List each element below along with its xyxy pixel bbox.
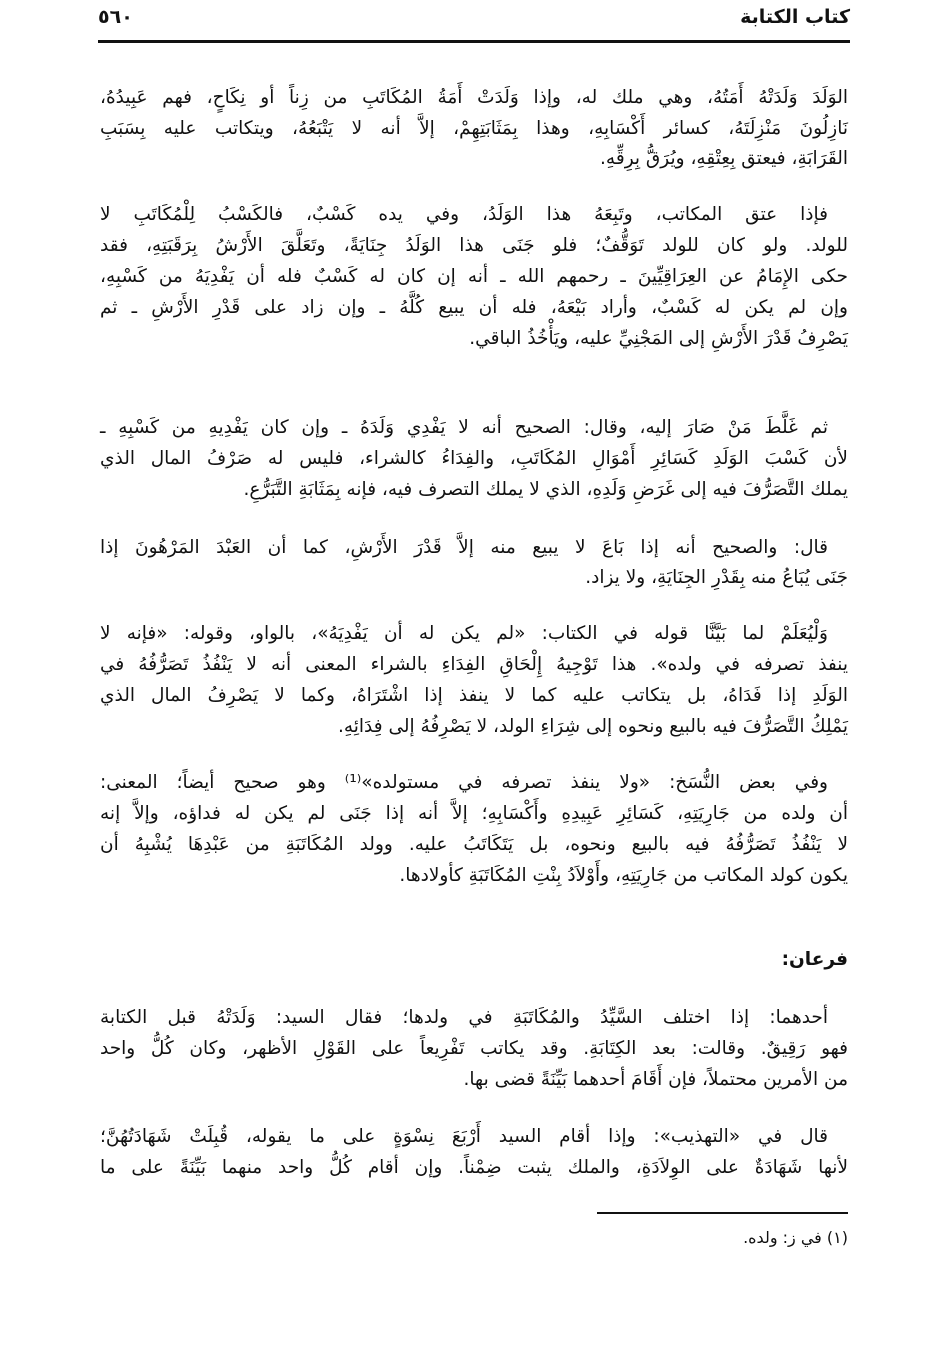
text-line: جَنَى يُبَاعُ منه بِقَدْرِ الجِنَايَةِ، ولا يزاد. [585,567,848,588]
text-line: قال: والصحيح أنه إذا بَاعَ لا يبيع منه إلاَّ قَدْرَ الأَرْشِ، كما أن العَبْدَ المَرْهُونَ إذا [100,537,828,558]
text-line: فإذا عتق المكاتب، وتَبِعَهُ هذا الوَلَدُ، وفي يده كَسْبٌ، فالكَسْبُ لِلْمُكَاتَبِ لا [100,204,828,225]
text-line: نَازِلُونَ مَنْزِلَتَهُ، كسائر أَكْسَابِهِ، وهذا بِمَثَابَتِهِمْ، إلاَّ أنه لا يَتْبَعُهُ، ويتكاتب عليه بِسَبَبِ [100,118,848,139]
text-line: الوَلَدَ وَلَدَتْهُ أَمَتُهُ، وهي ملك له، وإذا وَلَدَتْ أَمَةُ المُكَاتَبِ من زِناً أو نِكَاحٍ، فهم عَبِيدُهُ، [100,87,848,108]
footnote-rule [597,1212,848,1214]
text-line: القَرَابَةِ، فيعتق بِعِتْقِهِ، ويُرَقُّ بِرِقِّهِ. [600,148,848,169]
text-line: يَصْرِفُ قَدْرَ الأَرْشِ إلى المَجْنِيِّ عليه، ويَأْخُذُ الباقي. [469,328,848,349]
text-line: وإن لم يكن له كَسْبٌ، وأراد بَيْعَهُ، فله أن يبيع كُلَّهُ ـ وإن زاد على قَدْرِ الأَرْشِ ـ ثم [100,297,848,318]
text-line: حكى الإِمَامُ عن العِرَاقِيِّينَ ـ رحمهم الله ـ أنه إن كان له كَسْبٌ فله أن يَفْدِيَهُ من كَسْبِهِ، [100,266,848,287]
text-line: ثم غَلَّطَ مَنْ صَارَ إليه، وقال: الصحيح أنه لا يَفْدِي وَلَدَهُ ـ وإن كان يَفْدِيهِ من كَسْبِهِ ـ [100,417,828,438]
text-line: لأن كَسْبَ الوَلَدِ كَسَائِرِ أَمْوَالِ المُكَاتَبِ، والفِدَاءُ كالشراء، فليس له صَرْفُ المال الذي [100,448,848,469]
text-line: يملك التَّصَرُّفَ فيه إلى غَرَضِ وَلَدِهِ، الذي لا يملك التصرف فيه، فإنه بِمَثَابَةِ التَّبَرُّعِ. [243,479,848,500]
text-line: يَمْلِكُ التَّصَرُّفَ فيه بالبيع ونحوه إلى شِرَاءِ الولد، لا يَصْرِفُهُ إلى فِدَائِهِ. [337,716,848,737]
text-line: يكون كولد المكاتب من جَارِيَتِهِ، وأَوْلاَدُ بِنْتِ المُكَاتَبَةِ كأولادها. [399,865,848,886]
text-line: للولد. ولو كان للولد تَوَقُّفٌ؛ فلو جَنَى هذا الوَلَدُ جِنَايَةً، وتَعَلَّقَ الأَرْشُ بِرَقَبَتِهِ، فقد [100,235,848,256]
text-line: لأنها شَهَادَةٌ على الوِلاَدَةِ، والملك يثبت ضِمْناً. وإن أقام كُلُّ واحد منهما بَيِّنَةً على ما [100,1157,848,1178]
text-line: لا يَنْفُذُ تَصَرُّفُهُ فيه بالبيع ونحوه، بل يَتَكَاتَبُ عليه. وولد المُكَاتَبَةِ من عَبْدِهَا يُشْبِهُ أن [100,834,848,855]
text-line: أحدهما: إذا اختلف السَّيِّدُ والمُكَاتَبَةِ في ولدها؛ فقال السيد: وَلَدَتْهُ قبل الكتابة [100,1007,828,1028]
running-title: كتاب الكتابة [740,6,850,28]
text-line: من الأمرين محتملاً، فإن أَقَامَ أحدهما بَيِّنَةً قضى بها. [463,1069,848,1090]
text-line: أن ولده من جَارِيَتِهِ، كَسَائِرِ عَبِيدِهِ وأَكْسَابِهِ؛ إلاَّ أنه إذا جَنَى لم يكن له فداؤه، وإلاَّ إنه [100,803,848,824]
text-line: قال في «التهذيب»: وإذا أقام السيد أَرْبَعَ نِسْوَةٍ على ما يقوله، قُبِلَتْ شَهَادَتُهُنَّ؛ [100,1126,828,1147]
footnote: (١) في ز: ولده. [743,1228,848,1247]
text-line: الوَلَدِ إذا فَدَاهُ، بل يتكاتب عليه كما لا ينفذ إذا اشْتَرَاهُ، وكما لا يَصْرِفُ المال الذي [100,685,848,706]
section-heading: فرعان: [781,949,848,970]
text-line: وفي بعض النُّسَخ: «ولا ينفذ تصرفه في مستولده»⁽¹⁾ وهو صحيح أيضاً؛ المعنى: [100,772,828,793]
text-line: وَلْيُعَلَمْ لما بَيَّنَّا قوله في الكتاب: «لم يكن له أن يَفْدِيَهُ»، بالواو، وقوله: «فإنه لا [100,623,828,644]
page-number: ٥٦٠ [98,6,133,28]
text-line: فهو رَقِيقٌ. وقالت: بعد الكِتَابَةِ. وقد يكاتب تَفْرِيعاً على القَوْلِ الأظهر، وكان كُلُّ واحد [100,1038,848,1059]
header-rule [98,40,850,43]
text-line: ينفذ تصرفه في ولده». هذا تَوْجِيهُ إِلْحَاقِ الفِدَاءِ بالشراء المعنى أنه لا يَنْفُذُ تَصَرُّفُهُ في [100,654,848,675]
